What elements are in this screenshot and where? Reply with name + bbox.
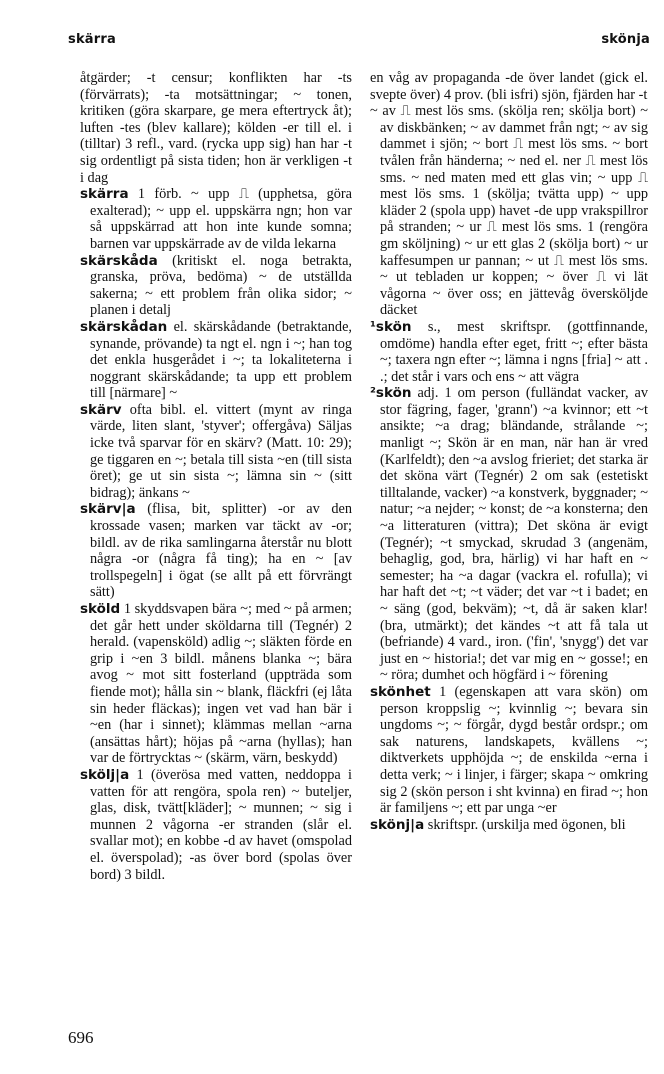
entry-headword: skärra	[80, 186, 129, 203]
entry-headword: skärskådan	[80, 318, 168, 335]
dictionary-entry	[80, 186, 352, 252]
dictionary-entry	[370, 103, 648, 319]
entry-text: skriftspr. (urskilja med ögonen, bli	[427, 816, 626, 833]
dictionary-entry	[80, 402, 352, 502]
dictionary-entry	[80, 601, 352, 767]
dictionary-entry	[370, 319, 648, 385]
right-column	[370, 70, 648, 833]
entry-text: (kritiskt el. noga betrakta, granska, pröva, bedöma) ~ de utställda sakerna; ~ ett problem från olika sidor; ~ planen i detalj	[90, 252, 352, 319]
entry-headword: ¹skön	[370, 318, 412, 335]
entry-headword: skärskåda	[80, 252, 158, 269]
entry-text: 1 skyddsvapen bära ~; med ~ på armen; det går hett under sköldarna till (Tegnér) 2 herald. (vapensköld) adlig ~; släkten förde en grip i ~en 3 bildl. månens blanka ~; bära avog ~ mot sitt fosterland (uppträda som fiende mot); hålla sin ~ blank, fläckfri (ej låta sin heder fläckas); ingen vet vad han bär i ~en (har i sinnet); klämmas mellan ~arna (ansättas hårt); höjas på ~arna (hyllas); han var de förtrycktas ~ (skärm, värn, beskydd)	[90, 601, 353, 767]
entry-text: (flisa, bit, splitter) -or av den krossade vasen; marken var täckt av -or; bildl. av de rika samlingarna återstår nu blott några -or (några få ting); ha en ~ [av trollspegeln] i ögat (se allt på ett förvrängt sätt)	[90, 501, 353, 601]
entry-headword: sköld	[80, 601, 121, 617]
entry-text: adj. 1 om person (fulländat vacker, av stor fägring, fager, 'grann') ~a kvinnor; ett ~t ansikte; ~a drag; bländande, strålande ~; manligt ~; Skön är en man, när han är vred (Karlfeldt); den ~a avslog frieriet; det starka är det sköna värt (Tegnér) 2 om sak (estetiskt tilltalande, vacker) ~a konstverk, byggnader; ~ natur; ~a nejder; ~ konst; de ~a konsterna; den ~a litteraturen (vittra); Det sköna är evigt (Tegnér); ~t smyckad, skrudad 3 (angenäm, behaglig, god, bra, härlig) vi har haft en ~ semester; ha ~a dagar (vackra el. rofulla); vi har haft det ~t; ~t väder; det var ~t i badet; en ~ säng (god, bekväm); ~t, då är saken klar! (bra, utmärkt); det kändes ~t att få tala ut (befriande) 4 vard., iron. ('fin', 'snygg') det var just en ~ historia!; det var mig en ~ gosse!; en ~ röra; dumhet och högfärd i ~ förening	[380, 385, 649, 684]
entry-text: ofta bibl. el. vittert (mynt av ringa värde, liten slant, 'styver'; offergåva) Säljas icke två sparvar för en skärv? (Matt. 10: 29); ge tiggaren en ~; betala till sista ~en (till sista öret); ge ut sin sista ~; lämna sin ~ (sitt bidrag); änkans ~	[90, 401, 352, 501]
entry-text: åtgärder; -t censur; konflikten har -ts (förvärrats); -ta motsättningar; ~ tonen, kritiken (göra skarpare, ge mera eftertryck åt); luften -tes (blev kallare); kölden -er till el. i (tilltar) 3 refl., vard. (rycka upp sig) han har -t sig ordentligt på sista tiden; hon är verkligen -t i dag	[80, 70, 352, 186]
entry-text: ~ av ⎍ mest lös sms. (skölja ren; skölja bort) ~ av diskbänken; ~ av dammet från ngt; ~ av sig dammet i sjön; ~ bort ⎍ mest lös sms. ~ bort tvålen från händerna; ~ ned el. ner ⎍ mest lös sms. ~ ned maten med ett glas vin; ~ upp ⎍ mest lös sms. 1 (skölja; tvätta upp) ~ upp kläder 2 (spola upp) havet -de upp vrakspillror på stranden; ~ ur ⎍ mest lös sms. 1 (rengöra gm sköljning) ~ ur ett glas 2 (skölja bort) ~ ur kaffesumpen ur pannan; ~ ut ⎍ mest lös sms. ~ ut tebladen ur koppen; ~ över ⎍ vi lät vågorna ~ över oss; en jättevåg översköljde däcket	[370, 103, 648, 319]
dictionary-entry	[370, 385, 648, 684]
page-number: 696	[68, 1028, 94, 1047]
entry-headword: ²skön	[370, 385, 412, 402]
dictionary-entry	[370, 70, 648, 103]
entry-text: 1 förb. ~ upp ⎍ (upphetsa, göra exalterad); ~ upp el. uppskärra ngn; hon var så uppskärrad att hon inte kunde somna; barnen var uppskärrade av de vilda lekarna	[90, 186, 353, 252]
left-column	[80, 70, 352, 883]
entry-headword: skärv	[80, 401, 122, 418]
dictionary-entry	[370, 817, 648, 834]
entry-text: s., mest skriftspr. (gottfinnande, omdöme) handla efter eget, fritt ~; efter bästa ~; taxera ngn efter ~; lämna i ngns [fria] ~ att . .; det står i vars och ens ~ att vägra	[380, 318, 648, 385]
dictionary-entry	[370, 684, 648, 817]
dictionary-entry	[80, 253, 352, 319]
right-guide-word: skönja	[601, 32, 650, 47]
entry-headword: skärv|a	[80, 501, 136, 518]
entry-headword: skönhet	[370, 683, 431, 700]
entry-headword: skönj|a	[370, 816, 425, 833]
entry-headword: skölj|a	[80, 766, 130, 783]
dictionary-entry	[80, 70, 352, 186]
dictionary-entry	[80, 319, 352, 402]
entry-text: 1 (överösa med vatten, neddoppa i vatten för att rengöra, spola ren) ~ buteljer, glas, disk, tvätt[kläder]; ~ munnen; ~ sig i munnen 2 vågorna -er stranden (slår el. svallar mot); en kobbe -d av havet (omspolad el. överspolad); -as över bord (spolas över bord) 3 bildl.	[90, 766, 353, 883]
dictionary-entry	[80, 501, 352, 601]
dictionary-entry	[80, 767, 352, 883]
entry-text: 1 (egenskapen att vara skön) om person kroppslig ~; kvinnlig ~; bevara sin ungdoms ~; ~ förgår, dygd består ordspr.; om sak naturens, landskapets, kvällens ~; diktverkets upphöjda ~; de enskilda ~erna i detta verk; ~ i linjer, i färger; skapa ~ omkring sig 2 (skön person i sht kvinna) en firad ~; hon är familjens ~; ett par unga ~er	[380, 683, 649, 817]
left-guide-word: skärra	[68, 32, 116, 47]
entry-text: en våg av propaganda -de över landet (gick el. svepte över) 4 prov. (bli isfri) sjön, fjärden har -t	[370, 70, 648, 103]
entry-text: el. skärskådande (betraktande, synande, prövande) ta ngt el. ngn i ~; han tog det enkla husgerådet i ~; ta lokaliteterna i noggrant skärskådande; ta upp ett problem till [närmare] ~	[90, 318, 352, 402]
